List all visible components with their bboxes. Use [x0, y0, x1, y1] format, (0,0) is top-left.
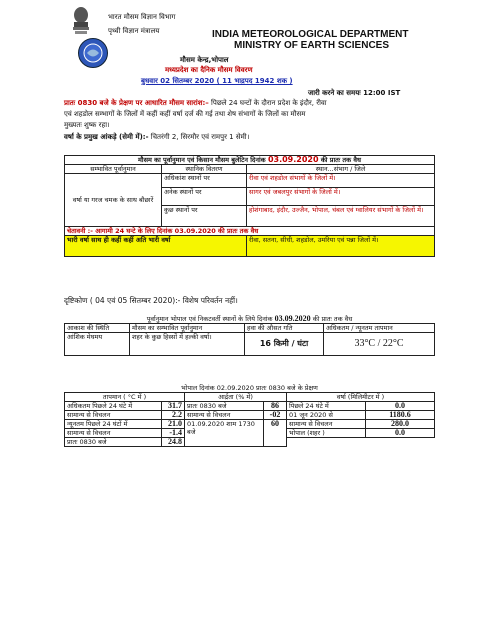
bhopal-title-tail: की प्रातः तक वैध [312, 315, 353, 323]
obs-label: पिछले 24 घंटे में [287, 402, 366, 411]
dist-cell: कुछ स्थानों पर [162, 206, 247, 227]
obs-label: अधिकतम पिछले 24 घंटे में [65, 402, 162, 411]
obs-label: भोपाल (शहर ) [287, 429, 366, 438]
obs-label: सामान्य से विचलन [185, 411, 264, 420]
summary-line2: एवं शहडोल सम्भागों के जिलों में कहीं कहीं वर्षा दर्ज की गई तथा शेष संभागों के जिलों का मौसम [64, 110, 306, 118]
dist-cell: अनेक स्थानों पर [162, 187, 247, 205]
bhopal-forecast: शहर के कुछ हिस्सों में हल्की वर्षा। [130, 333, 245, 356]
rain-label: वर्षा के प्रमुख आंकड़े (सेमी में):- [64, 133, 149, 141]
warning-title: चेतावनी :- आगामी 24 घन्टे के लिए दिनांक 03.09.2020 की प्रातः तक वैध [65, 227, 435, 236]
obs-label: न्यूनतम पिछले 24 घंटों में [65, 420, 162, 429]
rain-data [64, 133, 249, 142]
dist-cell: अधिकांश स्थानों पर [162, 174, 247, 188]
obs-label: प्रातः 0830 बजे [65, 438, 162, 447]
col-header-distribution: स्थानिक वितरण [162, 165, 247, 174]
obs-value: 0.0 [366, 402, 435, 411]
warning-forecast: भारी वर्षा साथ ही कहीं कहीं अति भारी वर्षा [65, 236, 247, 257]
forecast-table-title [65, 156, 435, 165]
obs-table-title: भोपाल दिनांक 02.09.2020 प्रातः 0830 बजे के प्रेक्षण [181, 384, 318, 392]
col-header-rainfall: वर्षा (मिलिमीटर में ) [287, 393, 435, 402]
wind-speed: 16 किमी / घंटा [245, 333, 324, 356]
obs-empty [287, 438, 366, 447]
col-header-temperature: तापमान ( °C में ) [65, 393, 185, 402]
places-cell: होशंगाबाद, इंदौर, उज्जैन, भोपाल, चंबल एवं ग्वालियर संभागों के जिलों में। [247, 206, 435, 227]
col-header-wind: हवा की औसत गति [245, 324, 324, 333]
forecast-table [64, 155, 435, 257]
obs-value: 0.0 [366, 429, 435, 438]
obs-value: 1180.6 [366, 411, 435, 420]
obs-value: 60 [264, 420, 287, 447]
obs-label: सामान्य से विचलन [65, 411, 162, 420]
obs-label: 01 जून 2020 से [287, 411, 366, 420]
obs-label: सामान्य से विचलन [287, 420, 366, 429]
obs-value: 86 [264, 402, 287, 411]
summary-line1: पिछले 24 घन्टों के दौरान प्रदेश के इंदौर, रीवा [211, 99, 327, 107]
bhopal-forecast-table [64, 315, 435, 356]
places-cell: सागर एवं जबलपुर संभागों के जिलों में। [247, 187, 435, 205]
forecast-title-date: 03.09.2020 [267, 155, 319, 164]
national-emblem [70, 6, 92, 36]
col-header-humidity: आर्द्रता (% में) [185, 393, 287, 402]
outlook: दृष्टिकोण ( 04 एवं 05 सितम्बर 2020):- विशेष परिवर्तन नहीं। [64, 296, 238, 305]
obs-value: 280.0 [366, 420, 435, 429]
rain-value: चितरंगी 2, सिरमौर एवं रामपुर 1 सेमी। [150, 133, 250, 141]
hi-ministry-name: पृथ्वी विज्ञान मंत्रालय [108, 27, 160, 35]
main-forecast: वर्षा या गरज चमक के साथ बौछारें [65, 174, 162, 227]
weather-summary [64, 99, 434, 108]
warning-places: रीवा, सतना, सीधी, शहडोल, उमरिया एवं पन्ना जिलों में। [247, 236, 435, 257]
col-header-forecast: मौसम का सम्भावित पूर्वानुमान [130, 324, 245, 333]
bulletin-date: बुधवार 02 सितम्बर 2020 ( 11 भाद्रपद 1942 शक ) [141, 77, 293, 85]
summary-lead: प्रातः 0830 बजे के प्रेक्षण पर आधारित मौसम सारांश:– [64, 99, 209, 107]
en-ministry-name: MINISTRY OF EARTH SCIENCES [234, 40, 390, 51]
obs-label: 01.09.2020 शाम 1730 बजे [185, 420, 264, 447]
forecast-title-text: मौसम का पूर्वानुमान एवं किसान मौसम बुलेटिन दिनांक [138, 156, 266, 164]
issue-time: जारी करने का समयः 12:00 IST [308, 89, 401, 97]
centre-name: मौसम केन्द्र,भोपाल [180, 56, 229, 64]
bulletin-name: मध्यप्रदेश का दैनिक मौसम विवरण [165, 66, 253, 74]
bhopal-table-title [65, 315, 435, 324]
places-cell: रीवा एवं शहडोल संभागों के जिलों में। [247, 174, 435, 188]
bhopal-title-text: पूर्वानुमान भोपाल एवं निकटवर्ती स्थानों के लिये दिनांक [146, 315, 273, 323]
obs-value: 31.7 [162, 402, 185, 411]
obs-value: 24.8 [162, 438, 185, 447]
col-header-sky: आकाश की स्थिति [65, 324, 130, 333]
obs-label: सामान्य से विचलन [65, 429, 162, 438]
obs-label: प्रातः 0830 बजे [185, 402, 264, 411]
col-header-temperature: अधिकतम / न्यूनतम तापमान [324, 324, 435, 333]
imd-logo [78, 38, 108, 68]
obs-empty [366, 438, 435, 447]
hi-dept-name: भारत मौसम विज्ञान विभाग [108, 13, 176, 21]
col-header-places: स्थान...संभाग / जिले [247, 165, 435, 174]
forecast-title-tail: की प्रातः तक वैध [320, 156, 361, 164]
en-dept-name: INDIA METEOROLOGICAL DEPARTMENT [212, 29, 409, 40]
summary-line3: मुख्यतः शुष्क रहा। [64, 121, 110, 129]
bhopal-title-date: 03.09.2020 [274, 314, 311, 323]
obs-value: -02 [264, 411, 287, 420]
obs-value: -1.4 [162, 429, 185, 438]
obs-value: 2.2 [162, 411, 185, 420]
sky-condition: आंशिक मेघमय [65, 333, 130, 356]
observation-table [64, 384, 435, 447]
obs-value: 21.0 [162, 420, 185, 429]
temperature-range: 33°C / 22°C [324, 333, 435, 356]
col-header-forecast: सम्भावित पूर्वानुमान [65, 165, 162, 174]
